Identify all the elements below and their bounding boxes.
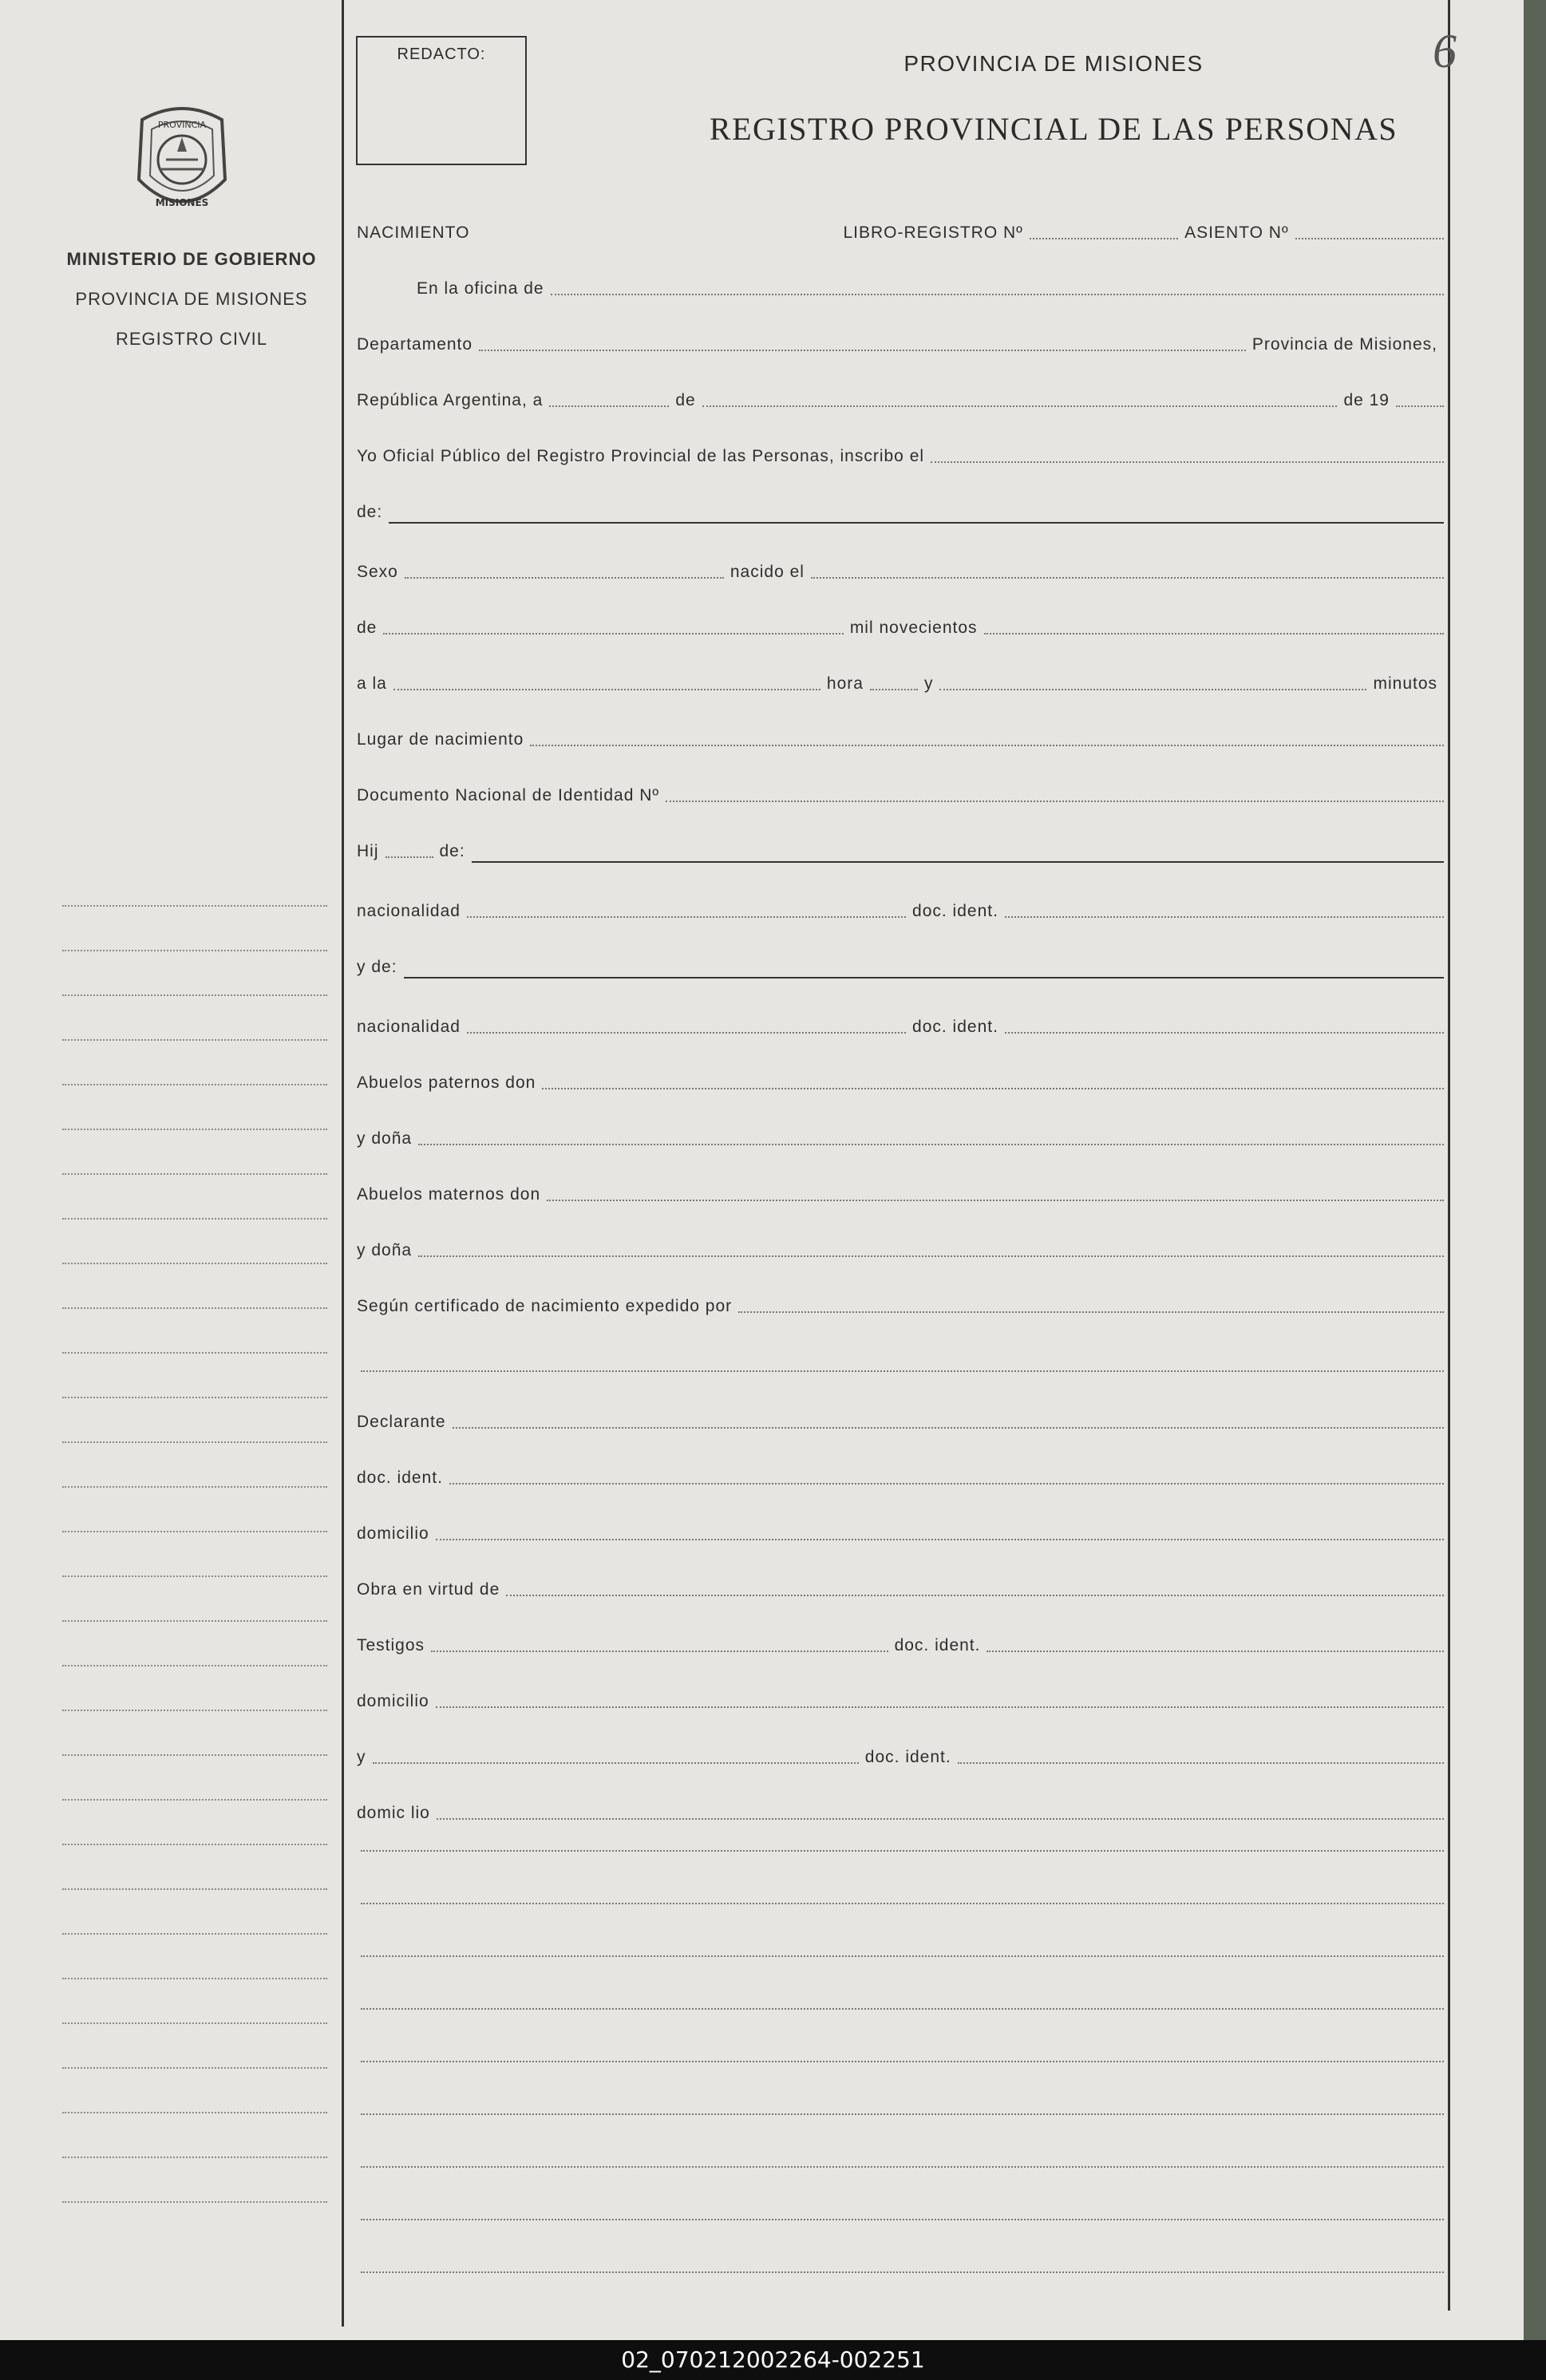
row-abuela-paterna — [357, 1120, 1444, 1152]
hij-suffix-field[interactable] — [386, 856, 433, 858]
anio-field[interactable] — [1396, 405, 1444, 407]
blank-continuation-line[interactable] — [361, 1850, 1444, 1852]
redacto-label: REDACTO: — [397, 45, 486, 63]
blank-continuation-line[interactable] — [361, 2113, 1444, 2115]
testigos-label: Testigos — [357, 1636, 425, 1655]
yo-oficial-label: Yo Oficial Público del Registro Provincial de las Personas, inscribo el — [357, 447, 925, 465]
row-testigos — [357, 1627, 1444, 1658]
province-heading: PROVINCIA DE MISIONES — [903, 51, 1204, 76]
de-colon-label-2: de: — [439, 842, 465, 860]
lugar-nacimiento-label: Lugar de nacimiento — [357, 730, 524, 749]
sidebar-note-line[interactable] — [62, 1711, 327, 1756]
y-dona-label: y doña — [357, 1129, 413, 1148]
row-departamento — [357, 326, 1444, 358]
oficina-field[interactable] — [551, 294, 1444, 295]
testigo-1-domicilio-field[interactable] — [436, 1706, 1444, 1708]
row-testigo-2-domicilio — [357, 1794, 1444, 1826]
nacionalidad-label-2: nacionalidad — [357, 1018, 461, 1036]
row-y-de — [357, 948, 1444, 980]
sidebar-note-line[interactable] — [62, 1220, 327, 1264]
sidebar-note-line[interactable] — [62, 1488, 327, 1532]
mes-field[interactable] — [702, 405, 1338, 407]
seal-top-text: PROVINCIA — [157, 120, 207, 130]
ministry-label: MINISTERIO DE GOBIERNO — [66, 249, 317, 269]
declarante-label: Declarante — [357, 1413, 446, 1431]
sidebar-note-line[interactable] — [62, 1801, 327, 1845]
sidebar-note-line[interactable] — [62, 1264, 327, 1309]
asiento-field[interactable] — [1295, 238, 1444, 239]
de-colon-label: de: — [357, 503, 383, 521]
row-abuelos-paternos — [357, 1064, 1444, 1096]
row-hijo — [357, 832, 1444, 864]
domicilio-damaged-label: domic lio — [357, 1804, 430, 1822]
libro-registro-field[interactable] — [1030, 238, 1178, 239]
dia-field[interactable] — [549, 405, 669, 407]
de-label-2: de — [357, 619, 378, 637]
y-label: y — [923, 674, 934, 693]
row-sexo — [357, 553, 1444, 585]
declarante-doc-field[interactable] — [449, 1483, 1444, 1485]
asiento-label: ASIENTO Nº — [1184, 223, 1289, 242]
sexo-field[interactable] — [405, 577, 724, 579]
sexo-label: Sexo — [357, 563, 398, 581]
row-documento — [357, 777, 1444, 808]
segun-certificado-label: Según certificado de nacimiento expedido por — [357, 1297, 733, 1315]
blank-continuation-line[interactable] — [361, 2271, 1444, 2273]
oficina-label: En la oficina de — [417, 279, 544, 298]
sidebar-note-line[interactable] — [62, 1443, 327, 1488]
row-declarante — [357, 1403, 1444, 1435]
doc-ident-label-5: doc. ident. — [864, 1748, 951, 1766]
sidebar-note-line[interactable] — [62, 2024, 327, 2069]
row-certificado — [357, 1287, 1444, 1319]
blank-continuation-line[interactable] — [361, 1955, 1444, 1957]
province-label: PROVINCIA DE MISIONES — [75, 289, 308, 309]
doc-ident-label-4: doc. ident. — [894, 1636, 981, 1655]
nacido-el-label: nacido el — [730, 563, 805, 581]
registry-title: REGISTRO PROVINCIAL DE LAS PERSONAS — [709, 111, 1398, 147]
row-yo-oficial — [357, 437, 1444, 469]
nacionalidad-label: nacionalidad — [357, 902, 461, 920]
de-19-label: de 19 — [1343, 391, 1390, 409]
sidebar-note-line[interactable] — [62, 1354, 327, 1398]
book-binding-edge — [1524, 0, 1546, 2340]
sidebar-note-line[interactable] — [62, 1130, 327, 1175]
domicilio-label-2: domicilio — [357, 1692, 429, 1710]
sidebar-note-line[interactable] — [62, 1577, 327, 1622]
left-margin-rule — [342, 0, 344, 2327]
domicilio-label: domicilio — [357, 1524, 429, 1543]
padre-field[interactable] — [472, 861, 1444, 863]
sidebar-note-line[interactable] — [62, 1085, 327, 1130]
blank-continuation-line[interactable] — [361, 2061, 1444, 2062]
archive-id-footer: 02_070212002264-002251 — [0, 2340, 1546, 2380]
abuelo-materno-field[interactable] — [547, 1200, 1444, 1201]
sidebar-note-line[interactable] — [62, 1845, 327, 1890]
abuelos-maternos-label: Abuelos maternos don — [357, 1185, 541, 1204]
row-fecha — [357, 382, 1444, 413]
minutos-label: minutos — [1373, 674, 1438, 693]
documento-nacional-label: Documento Nacional de Identidad Nº — [357, 786, 660, 805]
certificado-field[interactable] — [738, 1311, 1444, 1313]
mil-novecientos-label: mil novecientos — [849, 619, 978, 637]
anio-nacimiento-field[interactable] — [984, 633, 1444, 635]
nacionalidad-padre-field[interactable] — [467, 916, 906, 918]
blank-continuation-line[interactable] — [361, 1903, 1444, 1904]
sidebar-note-line[interactable] — [62, 1175, 327, 1220]
provincia-misiones-label: Provincia de Misiones, — [1251, 335, 1437, 354]
row-testigo-1-domicilio — [357, 1682, 1444, 1714]
sidebar-note-line[interactable] — [62, 1756, 327, 1801]
row-abuelos-maternos — [357, 1176, 1444, 1208]
y-label-2: y — [357, 1748, 366, 1766]
testigo-1-field[interactable] — [431, 1651, 888, 1652]
doc-ident-label-2: doc. ident. — [912, 1018, 998, 1036]
right-margin-rule — [1448, 0, 1450, 2311]
sidebar-note-line[interactable] — [62, 1309, 327, 1354]
y-de-label: y de: — [357, 958, 397, 976]
sidebar-note-line[interactable] — [62, 1666, 327, 1711]
sidebar-note-line[interactable] — [62, 1622, 327, 1666]
sidebar-note-line[interactable] — [62, 1979, 327, 2024]
de-label: de — [675, 391, 696, 409]
abuelos-paternos-label: Abuelos paternos don — [357, 1073, 536, 1092]
hij-label: Hij — [357, 842, 379, 860]
row-oficina — [357, 270, 1444, 302]
declarante-field[interactable] — [453, 1427, 1444, 1429]
obra-virtud-label: Obra en virtud de — [357, 1580, 500, 1599]
sidebar-note-line[interactable] — [62, 996, 327, 1041]
row-hora — [357, 665, 1444, 697]
doc-ident-label-3: doc. ident. — [357, 1469, 443, 1487]
hora-extra-field[interactable] — [870, 689, 918, 690]
abuela-materna-field[interactable] — [418, 1255, 1444, 1257]
sidebar-note-line[interactable] — [62, 862, 327, 907]
row-mil-novecientos — [357, 609, 1444, 641]
testigo-2-domicilio-field[interactable] — [437, 1818, 1444, 1820]
doc-ident-padre-field[interactable] — [1005, 916, 1444, 918]
testigo-2-doc-field[interactable] — [958, 1762, 1444, 1764]
doc-ident-madre-field[interactable] — [1005, 1032, 1444, 1034]
seal-bottom-text: MISIONES — [155, 197, 209, 208]
nombre-field[interactable] — [389, 522, 1444, 524]
hora-field[interactable] — [393, 689, 820, 690]
departamento-field[interactable] — [479, 350, 1246, 351]
sidebar-note-line[interactable] — [62, 1041, 327, 1085]
row-nacionalidad-1 — [357, 892, 1444, 924]
minutos-field[interactable] — [939, 689, 1366, 690]
blank-continuation-line[interactable] — [361, 2219, 1444, 2220]
inscribo-field[interactable] — [931, 461, 1444, 463]
row-nombre — [357, 493, 1444, 525]
documento-nacional-field[interactable] — [666, 801, 1444, 802]
page-number: 6 — [1433, 25, 1457, 77]
madre-field[interactable] — [404, 977, 1444, 978]
sidebar-note-line[interactable] — [62, 1532, 327, 1577]
row-libro — [357, 214, 1444, 246]
row-abuela-materna — [357, 1232, 1444, 1263]
y-dona-label-2: y doña — [357, 1241, 413, 1259]
sidebar-note-line[interactable] — [62, 2069, 327, 2113]
lugar-nacimiento-field[interactable] — [530, 745, 1444, 746]
sidebar-note-line[interactable] — [62, 2113, 327, 2158]
declarante-domicilio-field[interactable] — [436, 1539, 1444, 1540]
libro-registro-label: LIBRO-REGISTRO Nº — [843, 223, 1023, 242]
nacimiento-label: NACIMIENTO — [357, 223, 470, 242]
redacto-box[interactable] — [356, 36, 527, 165]
blank-continuation-line[interactable] — [361, 2008, 1444, 2010]
sidebar-note-line[interactable] — [62, 1398, 327, 1443]
row-testigo-2 — [357, 1738, 1444, 1770]
republica-label: República Argentina, a — [357, 391, 544, 409]
sidebar-note-line[interactable] — [62, 951, 327, 996]
certificado-continuation-line[interactable] — [361, 1370, 1444, 1372]
sidebar-note-line[interactable] — [62, 907, 327, 951]
obra-virtud-field[interactable] — [506, 1595, 1444, 1596]
row-lugar — [357, 721, 1444, 753]
abuelo-paterno-field[interactable] — [542, 1088, 1444, 1089]
registry-label: REGISTRO CIVIL — [115, 329, 268, 349]
sidebar-note-line[interactable] — [62, 2158, 327, 2203]
row-declarante-domicilio — [357, 1515, 1444, 1547]
testigo-2-field[interactable] — [373, 1762, 859, 1764]
row-obra-virtud — [357, 1571, 1444, 1603]
testigo-1-doc-field[interactable] — [987, 1651, 1444, 1652]
sidebar-note-lines — [62, 862, 327, 2315]
row-nacionalidad-2 — [357, 1008, 1444, 1040]
mes-nacimiento-field[interactable] — [383, 633, 843, 635]
coat-of-arms-seal-icon — [126, 104, 238, 223]
nacido-el-field[interactable] — [811, 577, 1444, 579]
departamento-label: Departamento — [357, 335, 473, 354]
a-la-label: a la — [357, 674, 387, 693]
row-declarante-doc — [357, 1459, 1444, 1491]
hora-label: hora — [826, 674, 864, 693]
abuela-paterna-field[interactable] — [418, 1144, 1444, 1145]
sidebar-note-line[interactable] — [62, 1935, 327, 1979]
blank-continuation-line[interactable] — [361, 2166, 1444, 2168]
nacionalidad-madre-field[interactable] — [467, 1032, 906, 1034]
sidebar-note-line[interactable] — [62, 1890, 327, 1935]
doc-ident-label: doc. ident. — [912, 902, 998, 920]
